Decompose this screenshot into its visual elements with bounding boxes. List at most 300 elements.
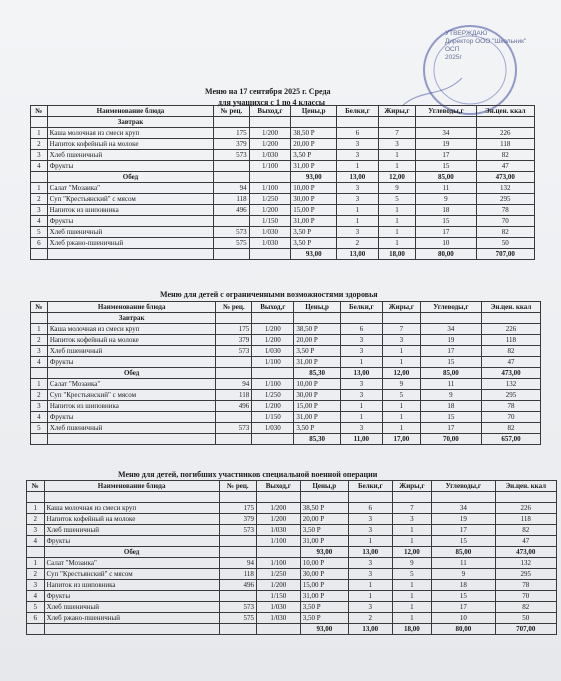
column-header: Белки,г (340, 302, 382, 313)
section-total-cell (300, 492, 348, 503)
grand-total-cell: 707,00 (476, 249, 534, 260)
table-cell: 18 (416, 205, 476, 216)
table-cell: 15,00 Р (291, 205, 337, 216)
table-cell: 1 (382, 423, 420, 434)
table-row (31, 423, 541, 434)
table-cell: 15 (432, 591, 496, 602)
column-header: Белки,г (337, 106, 379, 117)
grand-total-cell: 11,00 (340, 434, 382, 445)
table-cell: 1 (337, 216, 379, 227)
blank-cell (44, 624, 219, 635)
table-cell: 17 (420, 346, 481, 357)
section-total-cell: 13,00 (337, 172, 379, 183)
column-header: Цены,р (294, 302, 340, 313)
table-cell: 47 (476, 161, 534, 172)
grand-total-cell: 657,00 (481, 434, 540, 445)
column-header: № рец. (216, 302, 252, 313)
table-cell: 3 (392, 514, 431, 525)
table-row (27, 503, 557, 514)
column-header: № (31, 302, 48, 313)
table-cell: 1 (382, 412, 420, 423)
table-cell: 6 (27, 613, 45, 624)
table-row (31, 205, 535, 216)
table-cell: 2 (31, 390, 48, 401)
table-cell: 573 (216, 346, 252, 357)
blank-cell (214, 172, 249, 183)
section-total-cell (378, 117, 415, 128)
table-cell: 118 (476, 139, 534, 150)
table-cell: 575 (219, 613, 256, 624)
table-cell: 3 (337, 183, 379, 194)
table-cell: 1/100 (252, 357, 294, 368)
table-row (31, 335, 541, 346)
table-cell: 50 (476, 238, 534, 249)
section-total-cell (495, 492, 556, 503)
table-cell: Суп "Крестьянский" с мясом (44, 569, 219, 580)
table-cell: 10 (432, 613, 496, 624)
table-cell: Фрукты (47, 216, 214, 227)
blank-cell (249, 249, 291, 260)
blank-cell (47, 434, 216, 445)
table-cell: 1 (378, 205, 415, 216)
table-cell: Хлеб пшеничный (44, 602, 219, 613)
table-cell: 30,00 Р (300, 569, 348, 580)
table-cell: 82 (476, 150, 534, 161)
table-cell: 132 (476, 183, 534, 194)
table-cell: 3 (348, 602, 392, 613)
approval-line-1: УТВЕРЖДАЮ (445, 30, 488, 37)
table-cell: 1 (378, 227, 415, 238)
table-cell: 3 (27, 525, 45, 536)
grand-total-cell: 80,00 (432, 624, 496, 635)
meal-section-row (27, 547, 557, 558)
table-cell: 15 (420, 357, 481, 368)
table-row (27, 591, 557, 602)
table-cell: 70 (495, 591, 556, 602)
table-row (31, 390, 541, 401)
table-cell: 3 (340, 390, 382, 401)
section-total-cell: 13,00 (340, 368, 382, 379)
table-cell: 3 (340, 335, 382, 346)
meal-section-label: Завтрак (47, 313, 216, 324)
section-total-cell: 85,30 (294, 368, 340, 379)
meal-section-label: Обед (47, 172, 214, 183)
table-cell: 30,00 Р (291, 194, 337, 205)
table-cell: 18 (432, 580, 496, 591)
table-cell: 1 (340, 401, 382, 412)
table-cell: Хлеб пшеничный (47, 227, 214, 238)
table-cell: 1 (382, 357, 420, 368)
table-cell: 1/100 (256, 558, 300, 569)
table-cell: 1 (340, 412, 382, 423)
table-cell: 1 (31, 379, 48, 390)
grand-total-cell: 18,00 (392, 624, 431, 635)
table-cell: 118 (214, 194, 249, 205)
column-header: Эн.цен. ккал (476, 106, 534, 117)
table-cell: 10,00 Р (291, 183, 337, 194)
table-cell: 82 (481, 423, 540, 434)
table-cell: Фрукты (44, 536, 219, 547)
table-cell: Напиток кофейный на молоке (47, 335, 216, 346)
column-header: Цены,р (300, 481, 348, 492)
table-cell: 1 (31, 183, 48, 194)
table-cell: 20,00 Р (291, 139, 337, 150)
table-cell: Напиток из шиповника (44, 580, 219, 591)
table-cell: 3 (340, 379, 382, 390)
table-cell: 17 (432, 525, 496, 536)
blank-cell (27, 492, 45, 503)
column-header: № рец. (219, 481, 256, 492)
table-cell: 1/030 (252, 346, 294, 357)
table-cell: 34 (416, 128, 476, 139)
blank-cell (27, 547, 45, 558)
table-cell: 3 (337, 150, 379, 161)
meal-section-row (31, 117, 535, 128)
table-cell: 94 (216, 379, 252, 390)
meal-section-row (27, 492, 557, 503)
section-total-cell: 12,00 (382, 368, 420, 379)
table-row (27, 602, 557, 613)
table-cell: 31,00 Р (300, 536, 348, 547)
blank-cell (249, 117, 291, 128)
table-cell: 78 (476, 205, 534, 216)
totals-row (31, 434, 541, 445)
table-cell: 1/200 (249, 205, 291, 216)
table-cell: 15 (420, 412, 481, 423)
blank-cell (219, 492, 256, 503)
table-cell: 295 (476, 194, 534, 205)
blank-cell (31, 172, 48, 183)
table-cell: 7 (378, 128, 415, 139)
table-cell: 3 (340, 346, 382, 357)
meal-section-row (31, 368, 541, 379)
table-cell: 118 (216, 390, 252, 401)
blank-cell (216, 313, 252, 324)
blank-cell (31, 249, 48, 260)
blank-cell (214, 249, 249, 260)
table-cell: 1/250 (256, 569, 300, 580)
table-cell: 3 (348, 558, 392, 569)
table-cell: 78 (481, 401, 540, 412)
table-cell: 118 (219, 569, 256, 580)
table-row (31, 150, 535, 161)
table-cell (214, 216, 249, 227)
meal-section-label: Обед (47, 368, 216, 379)
table-cell: 18 (420, 401, 481, 412)
table-cell: 3,50 Р (291, 227, 337, 238)
meal-section-row (31, 172, 535, 183)
blank-cell (31, 368, 48, 379)
table-cell: 2 (337, 238, 379, 249)
column-header: Углеводы,г (416, 106, 476, 117)
section-total-cell (416, 117, 476, 128)
blank-cell (27, 624, 45, 635)
table-cell: 3 (348, 514, 392, 525)
table-cell: 1 (392, 580, 431, 591)
column-header: Выход,г (249, 106, 291, 117)
column-header: Цены,р (291, 106, 337, 117)
table-cell: 15 (432, 536, 496, 547)
table-cell: 3,50 Р (300, 613, 348, 624)
table-cell: 3,50 Р (300, 525, 348, 536)
grand-total-cell: 17,00 (382, 434, 420, 445)
table-cell: 1 (31, 324, 48, 335)
column-header: Углеводы,г (432, 481, 496, 492)
table-row (31, 139, 535, 150)
table-cell: 1/200 (252, 335, 294, 346)
table-cell: 573 (216, 423, 252, 434)
table-cell: 82 (481, 346, 540, 357)
blank-cell (31, 313, 48, 324)
table-cell: 3 (382, 335, 420, 346)
grand-total-cell: 93,00 (291, 249, 337, 260)
table-cell: 295 (495, 569, 556, 580)
table-cell: Напиток кофейный на молоке (44, 514, 219, 525)
table-cell: 1 (348, 580, 392, 591)
approval-line-4: 2025г (445, 54, 462, 61)
table-cell: 19 (416, 139, 476, 150)
table-cell: Напиток кофейный на молоке (47, 139, 214, 150)
table-cell: 1/200 (252, 401, 294, 412)
column-header: Выход,г (256, 481, 300, 492)
table-cell: 9 (378, 183, 415, 194)
table-cell: Напиток из шиповника (47, 205, 214, 216)
table-cell: 1 (27, 503, 45, 514)
table-cell: Хлеб пшеничный (47, 423, 216, 434)
table-cell: 1/250 (249, 194, 291, 205)
column-header: № (27, 481, 45, 492)
table-cell: 31,00 Р (294, 412, 340, 423)
column-header: Эн.цен. ккал (481, 302, 540, 313)
table-cell: 94 (214, 183, 249, 194)
table-cell: Салат "Мозаика" (47, 183, 214, 194)
table-row (27, 613, 557, 624)
section-total-cell (340, 313, 382, 324)
table-row (27, 569, 557, 580)
table-cell: 15,00 Р (300, 580, 348, 591)
section-total-cell: 85,00 (416, 172, 476, 183)
table-cell: 1 (392, 591, 431, 602)
table-cell: 118 (495, 514, 556, 525)
table-cell: Салат "Мозаика" (47, 379, 216, 390)
table-cell: 1/200 (249, 139, 291, 150)
table-cell: 11 (416, 183, 476, 194)
table-cell: 573 (219, 602, 256, 613)
table-cell: 1/100 (249, 161, 291, 172)
grand-total-cell: 707,00 (495, 624, 556, 635)
table-cell (216, 412, 252, 423)
table-cell: 5 (27, 602, 45, 613)
section-total-cell: 85,00 (420, 368, 481, 379)
table-cell: 2 (348, 613, 392, 624)
table-cell: 17 (416, 150, 476, 161)
table-cell: Каша молочная из смеси круп (47, 324, 216, 335)
table-cell: 9 (382, 379, 420, 390)
table-header-row (27, 481, 557, 492)
table-cell: 4 (31, 161, 48, 172)
totals-row (27, 624, 557, 635)
table-row (27, 558, 557, 569)
table-cell: 1/200 (256, 514, 300, 525)
table-cell: 3 (31, 346, 48, 357)
totals-row (31, 249, 535, 260)
grand-total-cell: 13,00 (348, 624, 392, 635)
menu-subtitle: для учащихся с 1 по 4 классы (218, 98, 325, 107)
column-header: Наименование блюда (47, 106, 214, 117)
table-cell: 5 (31, 227, 48, 238)
table-cell: 15 (416, 216, 476, 227)
table-cell (214, 161, 249, 172)
section-total-cell (294, 313, 340, 324)
table-cell: 31,00 Р (291, 161, 337, 172)
table-cell: 7 (382, 324, 420, 335)
table-cell: 1 (337, 161, 379, 172)
table-cell: Хлеб пшеничный (47, 150, 214, 161)
blank-cell (31, 434, 48, 445)
blank-cell (252, 368, 294, 379)
table-cell: 70 (476, 216, 534, 227)
table-cell: Хлеб ржано-пшеничный (47, 238, 214, 249)
table-cell: Фрукты (47, 357, 216, 368)
table-row (31, 346, 541, 357)
table-cell: 226 (495, 503, 556, 514)
table-cell: 3 (340, 423, 382, 434)
table-cell: 5 (378, 194, 415, 205)
table-cell: 1 (382, 401, 420, 412)
table-cell: 9 (420, 390, 481, 401)
grand-total-cell: 18,00 (378, 249, 415, 260)
blank-cell (256, 624, 300, 635)
table-cell: 1/150 (249, 216, 291, 227)
table-cell: 1/100 (249, 183, 291, 194)
table-row (31, 412, 541, 423)
table-row (31, 227, 535, 238)
menu-table-svo (26, 480, 557, 635)
table-cell: 4 (31, 357, 48, 368)
table-cell: 1 (348, 591, 392, 602)
meal-section-row (31, 313, 541, 324)
table-cell: 9 (392, 558, 431, 569)
column-header: Эн.цен. ккал (495, 481, 556, 492)
table-cell: 379 (219, 514, 256, 525)
table-cell: 1/100 (252, 379, 294, 390)
column-header: Углеводы,г (420, 302, 481, 313)
section-total-cell (382, 313, 420, 324)
table-cell: 20,00 Р (300, 514, 348, 525)
table-cell: 30,00 Р (294, 390, 340, 401)
blank-cell (256, 492, 300, 503)
table-cell: 496 (216, 401, 252, 412)
table-cell: 50 (495, 613, 556, 624)
table-cell: 78 (495, 580, 556, 591)
table-cell: 379 (216, 335, 252, 346)
table-cell: 3 (348, 569, 392, 580)
menu-table-limited (30, 301, 541, 445)
table-cell: 82 (495, 602, 556, 613)
table-row (31, 128, 535, 139)
blank-cell (219, 547, 256, 558)
table-cell: 82 (476, 227, 534, 238)
table-cell: 1 (378, 238, 415, 249)
table-cell: Хлеб ржано-пшеничный (44, 613, 219, 624)
table-row (27, 536, 557, 547)
section-title-svo: Меню для детей, погибших участников специальной военной операции (118, 470, 378, 479)
table-cell: Напиток из шиповника (47, 401, 216, 412)
table-cell: 573 (219, 525, 256, 536)
blank-cell (214, 117, 249, 128)
table-cell: 17 (420, 423, 481, 434)
table-cell: 47 (481, 357, 540, 368)
section-total-cell: 93,00 (291, 172, 337, 183)
table-cell: 6 (31, 238, 48, 249)
table-cell: 6 (348, 503, 392, 514)
table-cell: 118 (481, 335, 540, 346)
table-cell: 575 (214, 238, 249, 249)
table-cell: 2 (27, 514, 45, 525)
table-cell: 1/030 (256, 525, 300, 536)
table-cell: 1/150 (256, 591, 300, 602)
table-row (31, 161, 535, 172)
table-cell: 1 (31, 128, 48, 139)
meal-section-label (44, 492, 219, 503)
column-header: № (31, 106, 48, 117)
column-header: № рец. (214, 106, 249, 117)
grand-total-cell: 70,00 (420, 434, 481, 445)
table-cell: 132 (495, 558, 556, 569)
table-cell: 10,00 Р (294, 379, 340, 390)
table-cell: 82 (495, 525, 556, 536)
section-total-cell: 85,00 (432, 547, 496, 558)
table-cell: 1/200 (249, 128, 291, 139)
table-cell: 295 (481, 390, 540, 401)
column-header: Наименование блюда (44, 481, 219, 492)
table-cell (216, 357, 252, 368)
table-cell: 496 (214, 205, 249, 216)
table-cell: 3 (337, 194, 379, 205)
table-cell: 9 (432, 569, 496, 580)
section-total-cell (392, 492, 431, 503)
table-cell: 1/200 (256, 580, 300, 591)
blank-cell (256, 547, 300, 558)
table-cell (219, 536, 256, 547)
table-cell: 1 (392, 613, 431, 624)
table-cell: 175 (219, 503, 256, 514)
table-cell: 20,00 Р (294, 335, 340, 346)
blank-cell (47, 249, 214, 260)
table-cell: 1 (378, 216, 415, 227)
table-cell: 2 (27, 569, 45, 580)
table-cell: 1 (378, 150, 415, 161)
section-total-cell (432, 492, 496, 503)
menu-title: Меню на 17 сентября 2025 г. Среда (205, 87, 331, 96)
menu-table-primary (30, 105, 535, 260)
table-cell: 3 (378, 139, 415, 150)
table-cell: 1/030 (256, 602, 300, 613)
table-cell: 6 (340, 324, 382, 335)
table-cell: 3 (348, 525, 392, 536)
table-cell: 1/250 (252, 390, 294, 401)
table-cell: 4 (31, 216, 48, 227)
table-cell: 3,50 Р (291, 150, 337, 161)
table-cell: 6 (337, 128, 379, 139)
blank-cell (249, 172, 291, 183)
blank-cell (252, 434, 294, 445)
table-cell: 5 (382, 390, 420, 401)
table-cell: 379 (214, 139, 249, 150)
table-row (31, 238, 535, 249)
table-cell: Суп "Крестьянский" с мясом (47, 194, 214, 205)
table-header-row (31, 302, 541, 313)
